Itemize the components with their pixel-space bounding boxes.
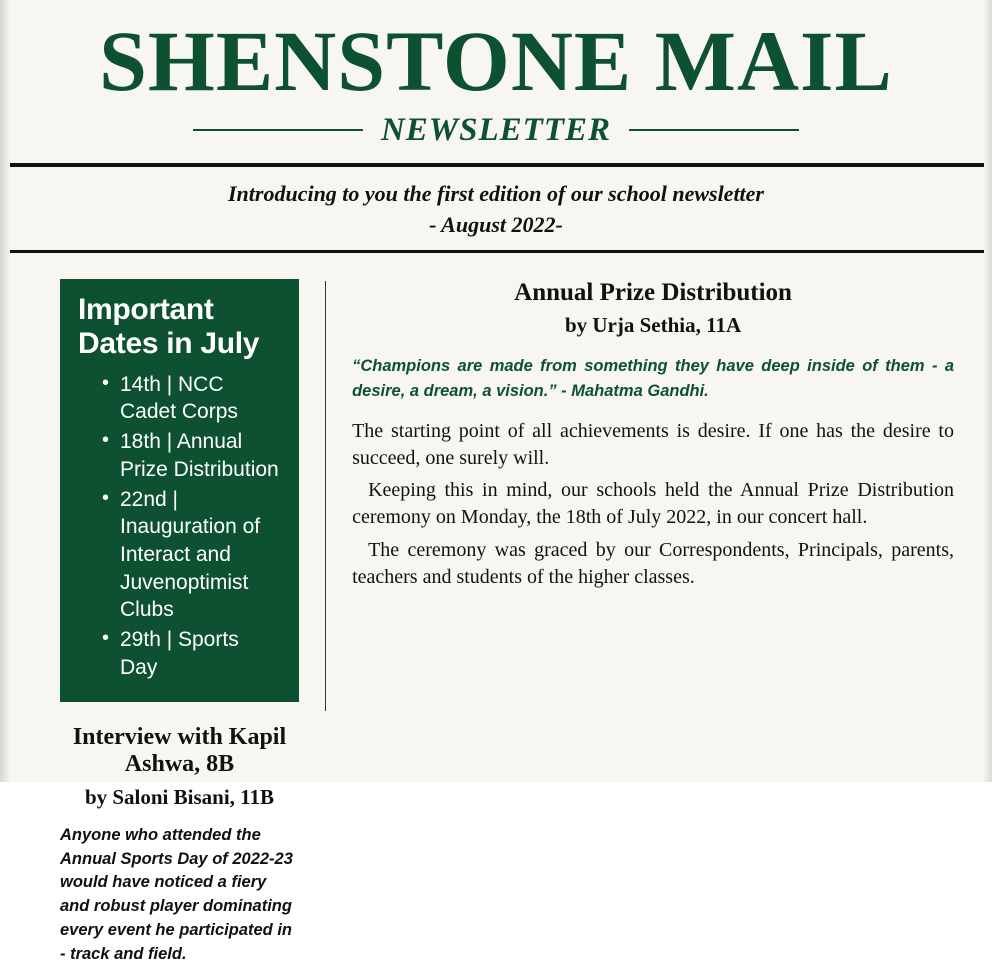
article-paragraph: The ceremony was graced by our Correspondents, Principals, parents, teachers and students of the higher classes. [352, 539, 954, 588]
intro-line-2: - August 2022- [429, 211, 563, 237]
article-byline: by Urja Sethia, 11A [564, 312, 742, 337]
interview-byline: by Saloni Bisani, 11B [84, 784, 275, 809]
masthead-subtitle: NEWSLETTER [380, 111, 612, 148]
page-edge-left [0, 0, 10, 782]
content-columns [0, 253, 992, 964]
interview-title: Interview with Kapil Ashwa, 8B [72, 723, 287, 777]
masthead [0, 0, 992, 149]
interview-lead-paragraph: Anyone who attended the Annual Sports Day of 2022-23 would have noticed a fiery and robust player dominating every event he participated in - track and field. [60, 825, 293, 964]
rule-left [193, 129, 363, 131]
masthead-subtitle-row [18, 112, 974, 149]
page-edge-right [984, 0, 992, 782]
important-dates-list [78, 371, 281, 682]
list-item: • 22nd | Inauguration of Interact and Juvenoptimist Clubs [102, 486, 281, 625]
list-item: • 29th | Sports Day [102, 626, 281, 681]
interview-article [60, 724, 299, 967]
important-dates-title: Important Dates in July [78, 292, 260, 360]
list-item: • 18th | Annual Prize Distribution [102, 428, 281, 483]
left-column [22, 279, 325, 964]
article-paragraph: The starting point of all achievements is desire. If one has the desire to succeed, one surely will. [352, 419, 954, 469]
intro-band [0, 167, 992, 250]
intro-line-1: Introducing to you the first edition of our school newsletter [227, 180, 764, 206]
article-paragraph: Keeping this in mind, our schools held the Annual Prize Distribution ceremony on Monday, the 18th of July 2022, in our concert hall. [352, 479, 954, 529]
article-pull-quote: “Champions are made from something they have deep inside of them - a desire, a dream, a vision.” - Mahatma Gandhi. [352, 356, 954, 400]
article-title: Annual Prize Distribution [514, 278, 792, 306]
list-item: • 14th | NCC Cadet Corps [102, 371, 281, 426]
important-dates-box [60, 279, 299, 702]
masthead-title: SHENSTONE MAIL [99, 13, 893, 109]
right-column [326, 279, 970, 708]
rule-right [629, 129, 799, 131]
